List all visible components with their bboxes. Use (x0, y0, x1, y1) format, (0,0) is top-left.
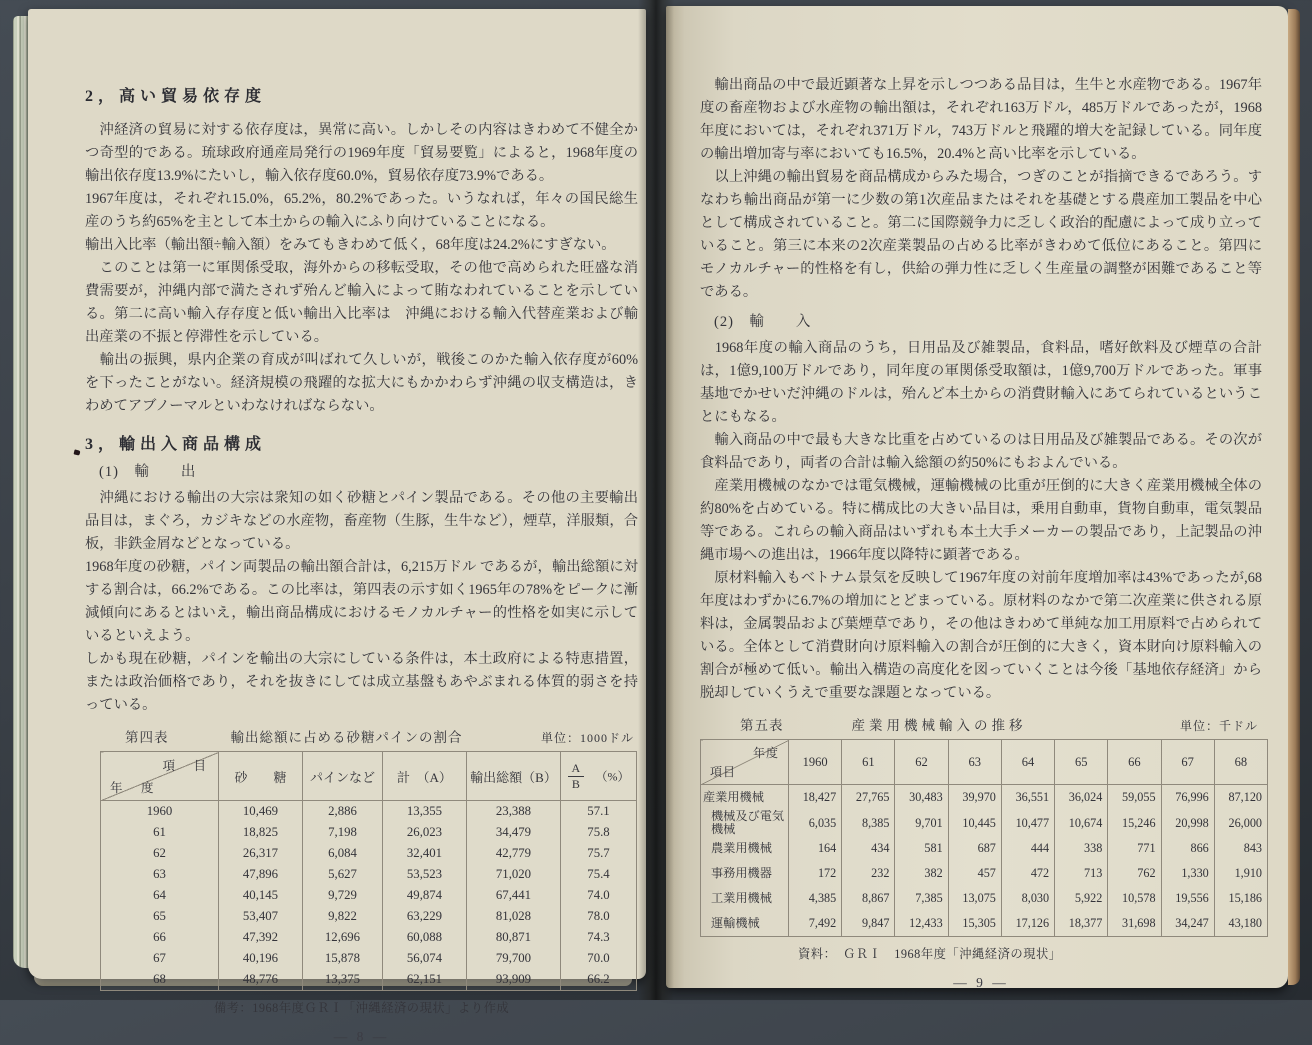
table5-header-row (701, 740, 1268, 785)
year-column-header: 62 (895, 740, 948, 785)
paragraph: このことは第一に軍関係受取，海外からの移転受取，その他で高められた旺盛な消費需要が，沖縄内部で満たされず殆んど輸入によって賄なわれていることを示している。第二に高い輸入存存度と低い輸出入比率は 沖縄における輸入代替産業および輸出産業の不振と停滞性を示している。 (85, 260, 638, 345)
value-cell: 56,074 (383, 948, 467, 969)
table4-header-row (101, 752, 637, 801)
ratio-denominator: B (571, 776, 580, 791)
table-row (701, 836, 1268, 861)
value-cell: 7,198 (303, 822, 383, 843)
value-cell: 866 (1161, 836, 1214, 861)
paragraph: しかも現在砂糖，パインを輸出の大宗にしている条件は，本土政府による特恵措置，または政治価格であり，それを抜きにしては成立基盤もあやぶまれる体質的弱さを持っている。 (85, 651, 638, 713)
table5-label: 第五表 (740, 718, 784, 733)
value-cell: 26,317 (219, 843, 303, 864)
value-cell: 9,847 (842, 911, 895, 937)
year-column-header: 1960 (789, 740, 842, 785)
value-cell: 713 (1055, 861, 1108, 886)
year-column-header: 68 (1214, 740, 1267, 785)
table-row (101, 801, 637, 823)
value-cell: 40,145 (219, 885, 303, 906)
table5-unit: 単位：千ドル (1179, 719, 1258, 733)
value-cell: 53,407 (219, 906, 303, 927)
value-cell: 457 (948, 861, 1001, 886)
table-row (101, 822, 637, 843)
corner-label-item: 項 目 (162, 759, 209, 773)
value-cell: 10,445 (948, 810, 1001, 836)
paragraph: 輸出商品の中で最近顕著な上昇を示しつつある品目は，生牛と水産物である。1967年度の畜産物および水産物の輸出額は，それぞれ163万ドル，485万ドルであったが，1968年度においては，それぞれ371万ドル，743万ドルと飛躍的増大を記録している。同年度の輸出増加寄与率においても16.5%，20.4%と高い比率を示している。 (700, 77, 1262, 162)
value-cell: 13,075 (948, 886, 1001, 911)
value-cell: 32,401 (383, 843, 467, 864)
item-label-cell: 機械及び電気機械 (711, 810, 785, 836)
machinery-import-table (700, 739, 1268, 937)
value-cell: 26,023 (383, 822, 467, 843)
value-cell: 444 (1001, 836, 1054, 861)
sugar-pine-export-table (100, 751, 637, 991)
subsection-heading-imports: (2) 輸 入 (714, 314, 812, 330)
value-cell: 75.7 (561, 843, 637, 864)
value-cell: 81,028 (467, 906, 561, 927)
table4-label: 第四表 (125, 730, 169, 745)
value-cell: 5,627 (303, 864, 383, 885)
paragraph: 輸入商品の中で最も大きな比重を占めているのは日用品及び雑製品である。その次が食料品であり，両者の合計は輸入総額の約50%にもおよんでいる。 (700, 432, 1262, 471)
value-cell: 42,779 (467, 843, 561, 864)
year-cell: 64 (153, 888, 166, 902)
table-row (701, 810, 1268, 836)
value-cell: 5,922 (1055, 886, 1108, 911)
value-cell: 687 (948, 836, 1001, 861)
table-row (701, 861, 1268, 886)
right-page (666, 6, 1288, 988)
value-cell: 87,120 (1214, 785, 1267, 811)
value-cell: 10,578 (1108, 886, 1161, 911)
left-page-content (28, 9, 646, 1044)
value-cell: 70.0 (561, 948, 637, 969)
table-row (101, 864, 637, 885)
value-cell: 67,441 (467, 885, 561, 906)
paragraph: 沖経済の貿易に対する依存度は，異常に高い。しかしその内容はきわめて不健全かつ奇型的である。琉球政府通産局発行の1969年度「貿易要覧」によると，1968年度の輸出依存度13.9%にたいし，輸入依存度60.0%，貿易依存度73.9%である。 (85, 122, 638, 184)
year-column-header: 63 (948, 740, 1001, 785)
paragraph-group (85, 119, 638, 418)
table4-title: 輸出総額に占める砂糖パインの割合 (230, 730, 463, 745)
value-cell: 79,700 (467, 948, 561, 969)
year-cell: 66 (153, 930, 166, 944)
value-cell: 338 (1055, 836, 1108, 861)
value-cell: 12,696 (303, 927, 383, 948)
value-cell: 8,030 (1001, 886, 1054, 911)
value-cell: 34,479 (467, 822, 561, 843)
table5-source-note: 資料： ＧＲＩ 1968年度「沖縄経済の現状」 (798, 947, 1062, 961)
left-page (28, 9, 646, 1044)
paragraph-group (700, 337, 1262, 705)
value-cell: 27,765 (842, 785, 895, 811)
value-cell: 66.2 (561, 969, 637, 991)
value-cell: 164 (789, 836, 842, 861)
table-row (701, 785, 1268, 811)
table5-corner-cell (701, 740, 789, 785)
value-cell: 9,729 (303, 885, 383, 906)
ratio-suffix: （%） (595, 769, 630, 784)
year-cell: 68 (153, 972, 166, 986)
paragraph: 1968年度の砂糖，パイン両製品の輸出額合計は，6,215万ドル であるが，輸出総額に対する割合は，66.2%である。この比率は，第四表の示す如く1965年の78%をピークに漸減傾向にあるとはいえ，輸出商品構成におけるモノカルチャー的性格を如実に示しているといえよう。 (85, 559, 638, 644)
year-column-header: 67 (1161, 740, 1214, 785)
value-cell: 93,909 (467, 969, 561, 991)
year-cell: 67 (153, 951, 166, 965)
value-cell: 13,375 (303, 969, 383, 991)
value-cell: 43,180 (1214, 911, 1267, 937)
value-cell: 8,867 (842, 886, 895, 911)
value-cell: 26,000 (1214, 810, 1267, 836)
value-cell: 762 (1108, 861, 1161, 886)
column-header-export-total-b: 輸出総額（B） (467, 752, 561, 801)
value-cell: 39,970 (948, 785, 1001, 811)
value-cell: 434 (842, 836, 895, 861)
table-row (101, 843, 637, 864)
value-cell: 18,377 (1055, 911, 1108, 937)
value-cell: 10,477 (1001, 810, 1054, 836)
corner-label-year: 年度 (752, 746, 779, 760)
year-cell: 62 (153, 846, 166, 860)
value-cell: 2,886 (303, 801, 383, 823)
right-fore-edge (1288, 9, 1300, 985)
table4-source-note: 備考：1968年度ＧＲＩ「沖縄経済の現状」より作成 (213, 1001, 510, 1015)
value-cell: 31,698 (1108, 911, 1161, 937)
table4-unit: 単位：1000ドル (540, 731, 634, 745)
section-heading-trade-dependence: 2，高い貿易依存度 (85, 88, 267, 105)
paragraph: 以上沖縄の輸出貿易を商品構成からみた場合，つぎのことが指摘できるであろう。すなわち輸出商品が第一に少数の第1次産品またはそれを基礎とする農産加工製品を中心として構成されていること。第二に国際競争力に乏しく政治的配慮によって成り立っていること。第三に本来の2次産業製品の占める比率がきわめて低位にあること。第四にモノカルチャー的性格を有し，供給の弾力性に乏しく生産量の調整が困難であること等である。 (700, 169, 1262, 300)
value-cell: 57.1 (561, 801, 637, 823)
item-label-cell: 事務用機器 (711, 866, 772, 880)
value-cell: 48,776 (219, 969, 303, 991)
value-cell: 15,246 (1108, 810, 1161, 836)
value-cell: 47,896 (219, 864, 303, 885)
paragraph: 輸出の振興，県内企業の育成が叫ばれて久しいが，戦後このかた輸入依存度が60%を下ったことがない。経済規模の飛躍的な拡大にもかかわらず沖縄の収支構造は，きわめてアブノーマルといわなければならない。 (85, 352, 638, 414)
corner-label-item: 項目 (710, 765, 737, 779)
table4-caption (85, 726, 638, 746)
year-column-header: 61 (842, 740, 895, 785)
value-cell: 60,088 (383, 927, 467, 948)
value-cell: 30,483 (895, 785, 948, 811)
item-label-cell: 農業用機械 (711, 841, 772, 855)
value-cell: 75.4 (561, 864, 637, 885)
paragraph-group (85, 487, 638, 717)
column-header-sugar: 砂 糖 (219, 752, 303, 801)
value-cell: 76,996 (1161, 785, 1214, 811)
item-label-cell: 運輸機械 (711, 916, 760, 930)
year-column-header: 64 (1001, 740, 1054, 785)
value-cell: 581 (895, 836, 948, 861)
value-cell: 74.3 (561, 927, 637, 948)
page-number-right: — 9 — (953, 975, 1009, 990)
value-cell: 843 (1214, 836, 1267, 861)
value-cell: 34,247 (1161, 911, 1214, 937)
year-column-header: 65 (1055, 740, 1108, 785)
value-cell: 4,385 (789, 886, 842, 911)
paragraph: 1967年度は，それぞれ15.0%，65.2%，80.2%であった。いうなれば，年々の国民総生産のうち約65%を主として本土からの輸入にふり向けていることになる。 (85, 191, 638, 230)
table-row (101, 948, 637, 969)
value-cell: 62,151 (383, 969, 467, 991)
value-cell: 172 (789, 861, 842, 886)
value-cell: 74.0 (561, 885, 637, 906)
ratio-fraction (568, 762, 585, 790)
item-label-cell: 産業用機械 (703, 790, 764, 804)
value-cell: 63,229 (383, 906, 467, 927)
value-cell: 7,492 (789, 911, 842, 937)
value-cell: 10,674 (1055, 810, 1108, 836)
right-page-content (666, 6, 1288, 988)
table5-caption (700, 714, 1262, 734)
value-cell: 53,523 (383, 864, 467, 885)
paragraph: 1968年度の輸入商品のうち，日用品及び雑製品，食料品，嗜好飲料及び煙草の合計は，1億9,100万ドルであり，同年度の軍関係受取額は，1億9,700万ドルであった。軍事基地でかせいだ沖縄のドルは，殆んど本土からの消費財輸入にあてられているということにもなる。 (700, 340, 1262, 425)
table-row (701, 911, 1268, 937)
table-row (101, 927, 637, 948)
value-cell: 771 (1108, 836, 1161, 861)
sugar-pine-table-body (101, 801, 637, 991)
value-cell: 18,825 (219, 822, 303, 843)
value-cell: 15,305 (948, 911, 1001, 937)
value-cell: 49,874 (383, 885, 467, 906)
paragraph: 産業用機械のなかでは電気機械，運輸機械の比重が圧倒的に大きく産業用機械全体の約80%を占めている。特に構成比の大きい品目は，乗用自動車，貨物自動車，電気製品等である。これらの輸入商品はいずれも本土大手メーカーの製品であり，上記製品の沖縄市場への進出は，1966年度以降特に顕著である。 (700, 478, 1262, 563)
value-cell: 13,355 (383, 801, 467, 823)
value-cell: 80,871 (467, 927, 561, 948)
year-cell: 61 (153, 825, 166, 839)
paragraph: 輸出入比率（輸出額÷輸入額）をみてもきわめて低く，68年度は24.2%にすぎない。 (85, 237, 616, 253)
paragraph: 沖縄における輸出の大宗は衆知の如く砂糖とパイン製品である。その他の主要輸出品目は，まぐろ，カジキなどの水産物，畜産物（生豚，生牛など），煙草，洋服類，合板，非鉄金屑などとなっている。 (85, 490, 638, 552)
value-cell: 6,035 (789, 810, 842, 836)
value-cell: 19,556 (1161, 886, 1214, 911)
table5-title: 産業用機械輸入の推移 (851, 718, 1027, 733)
value-cell: 9,701 (895, 810, 948, 836)
year-column-header: 66 (1108, 740, 1161, 785)
value-cell: 36,551 (1001, 785, 1054, 811)
value-cell: 78.0 (561, 906, 637, 927)
column-header-pineapple: パインなど (303, 752, 383, 801)
table-row (101, 969, 637, 991)
table-row (701, 886, 1268, 911)
value-cell: 6,084 (303, 843, 383, 864)
value-cell: 10,469 (219, 801, 303, 823)
section-heading-commodity-composition: 3，輸出入商品構成 (85, 436, 267, 453)
year-cell: 1960 (146, 804, 173, 818)
value-cell: 7,385 (895, 886, 948, 911)
column-header-total-a: 計 （A） (383, 752, 467, 801)
value-cell: 71,020 (467, 864, 561, 885)
value-cell: 8,385 (842, 810, 895, 836)
value-cell: 17,126 (1001, 911, 1054, 937)
value-cell: 1,330 (1161, 861, 1214, 886)
value-cell: 9,822 (303, 906, 383, 927)
value-cell: 472 (1001, 861, 1054, 886)
page-number-left: — 8 — (333, 1029, 390, 1044)
value-cell: 382 (895, 861, 948, 886)
value-cell: 47,392 (219, 927, 303, 948)
value-cell: 12,433 (895, 911, 948, 937)
column-header-ratio (561, 752, 637, 801)
machinery-table-body (701, 785, 1268, 937)
value-cell: 59,055 (1108, 785, 1161, 811)
value-cell: 232 (842, 861, 895, 886)
value-cell: 20,998 (1161, 810, 1214, 836)
paragraph-group (700, 74, 1262, 304)
corner-label-year: 年 度 (110, 781, 157, 795)
table4-corner-cell (101, 752, 219, 801)
paragraph: 原材料輸入もベトナム景気を反映して1967年度の対前年度増加率は43%であったが,68年度はわずかに6.7%の増加にとどまっている。原材料のなかで第二次産業に供される原料は，金属製品および葉煙草であり，その他はきわめて単純な加工用原料で占められている。全体として消費財向け原料輸入の割合が圧倒的に大きく，資本財向け原料輸入の割合が極めて低い。輸出入構造の高度化を図っていくことは今後「基地依存経済」から脱却していくうえで重要な課題となっている。 (700, 570, 1262, 701)
value-cell: 18,427 (789, 785, 842, 811)
table-row (101, 885, 637, 906)
value-cell: 75.8 (561, 822, 637, 843)
value-cell: 40,196 (219, 948, 303, 969)
item-label-cell: 工業用機械 (711, 891, 772, 905)
subsection-heading-exports: (1) 輸 出 (99, 464, 197, 480)
value-cell: 23,388 (467, 801, 561, 823)
value-cell: 1,910 (1214, 861, 1267, 886)
table-row (101, 906, 637, 927)
value-cell: 36,024 (1055, 785, 1108, 811)
year-cell: 65 (153, 909, 166, 923)
value-cell: 15,186 (1214, 886, 1267, 911)
year-cell: 63 (153, 867, 166, 881)
value-cell: 15,878 (303, 948, 383, 969)
ratio-numerator: A (568, 762, 585, 777)
